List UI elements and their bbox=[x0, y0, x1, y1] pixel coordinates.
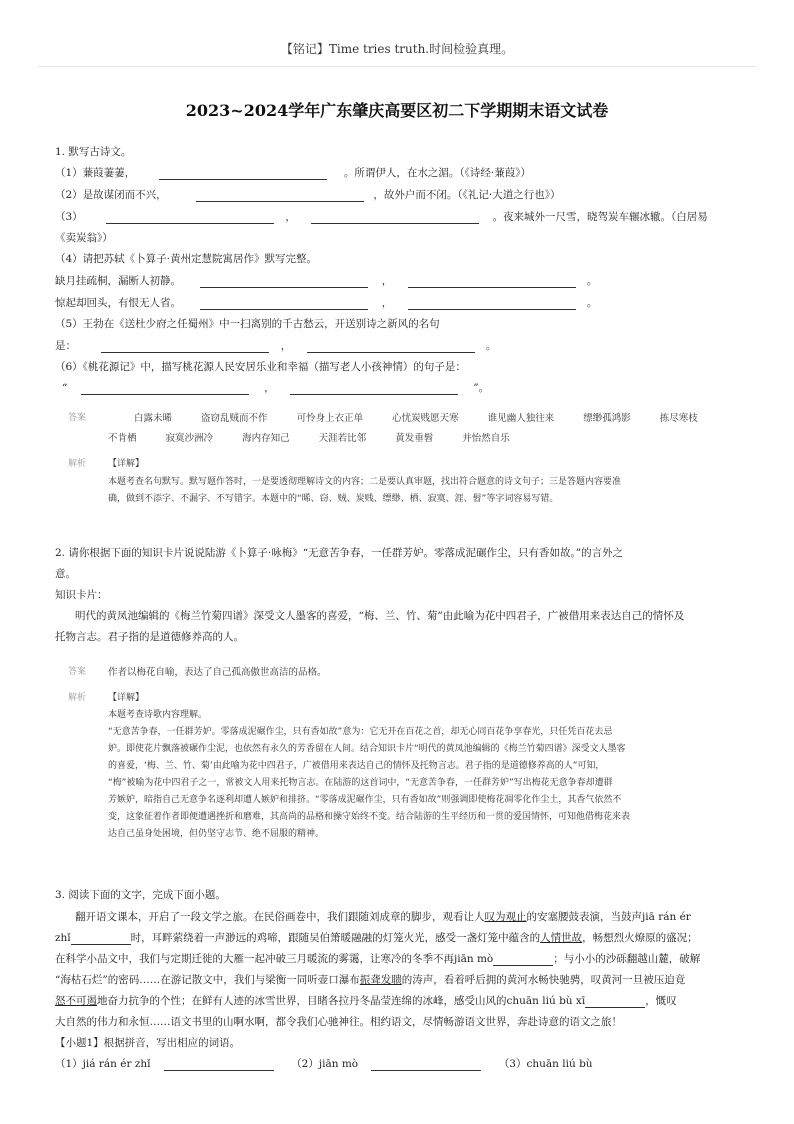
detail-heading: 【详解】 bbox=[108, 459, 145, 469]
knowledge-card-text: 托物言志。君子指的是道德修养高的人。 bbox=[55, 631, 244, 643]
pinyin-prompt: （2）jiān mò bbox=[291, 1058, 359, 1070]
period: 。 bbox=[485, 340, 497, 352]
passage-text: 地奋力抗争的个性；在鲜有人迹的冰雪世界，目睹各拉丹冬晶莹连绵的冰峰，感受山风的chuān liú bù xī bbox=[97, 995, 586, 1007]
answer-item: 谁见幽人独往来 bbox=[487, 413, 555, 424]
page-title: 2023~2024学年广东肇庆高要区初二下学期期末语文试卷 bbox=[185, 101, 609, 120]
q1-p1-suffix: 。所谓伊人，在水之湄。（《诗经·蒹葭》） bbox=[343, 167, 531, 179]
answer-item: 海内存知己 bbox=[242, 433, 290, 444]
q2-analysis-line: 变，这象征着作者即便遭遇挫折和磨难，其高尚的品格和操守始终不变。结合陆游的生平经历和一贯的爱国情怀，可知他借梅花来表 bbox=[108, 812, 631, 822]
answer-item: 不肯栖 bbox=[108, 433, 137, 444]
q3-passage-line bbox=[55, 951, 700, 966]
underlined-phrase: 怒不可遏 bbox=[55, 995, 97, 1007]
q1-p2-prefix: （2）是故谋闭而不兴， bbox=[55, 189, 167, 201]
q3-stem: 3. 阅读下面的文字，完成下面小题。 bbox=[55, 889, 226, 901]
q1-stem: 1. 默写古诗文。 bbox=[55, 146, 132, 158]
answer-blank[interactable] bbox=[106, 211, 274, 224]
passage-text: 的涛声，看着呼后拥的黄河水畅快驰骋，叹黄河一旦被压迫竟 bbox=[401, 974, 686, 986]
q1-line1 bbox=[55, 165, 531, 180]
answer-item: 可怜身上衣正单 bbox=[296, 413, 364, 424]
q3-passage-line bbox=[55, 993, 677, 1008]
comma: ， bbox=[264, 382, 275, 394]
q3-subquestion-1: 【小题1】根据拼音，写出相应的词语。 bbox=[55, 1037, 241, 1049]
q1-p3-prefix: （3） bbox=[55, 211, 83, 223]
q1-p2-suffix: ，故外户而不闭。（《礼记·大道之行也》） bbox=[373, 189, 561, 201]
q3-passage-line: 大自然的伟力和永恒……语文书里的山啊水啊，都令我们心驰神往。相约语文，尽情畅游语文世界，奔赴诗意的语文之旅！ bbox=[55, 1016, 622, 1028]
open-quote: “ bbox=[62, 382, 68, 394]
q2-analysis-line: 本题考查诗歌内容理解。 bbox=[108, 710, 208, 720]
passage-text: ，慨叹 bbox=[645, 995, 677, 1007]
q1-p6-intro: （6）《桃花源记》中，描写桃花源人民安居乐业和幸福（描写老人小孩神情）的句子是： bbox=[55, 361, 466, 373]
answer-label: 答案 bbox=[68, 413, 87, 423]
underlined-phrase: 振聋发聩 bbox=[359, 974, 402, 986]
q2-stem-cont: 意。 bbox=[55, 568, 76, 580]
answer-blank[interactable] bbox=[311, 211, 479, 224]
passage-text: ，畅想烈火燎原的盛况； bbox=[582, 932, 698, 944]
passage-text: 在科学小品文中，我们与定期迁徙的大雁一起冲破三月暖流的雾霭，让寒冷的冬季不再jiān mò bbox=[55, 953, 494, 965]
q1-p3-suffix: 。夜来城外一尺雪，晓驾炭车辗冰辙。（白居易 bbox=[492, 211, 708, 223]
q1-p4-intro: （4）请把苏轼《卜算子·黄州定慧院寓居作》默写完整。 bbox=[55, 253, 318, 265]
answer-item: 心忧炭贱愿天寒 bbox=[392, 413, 459, 424]
header-divider bbox=[38, 66, 756, 67]
answer-blank[interactable] bbox=[408, 275, 576, 288]
q1-analysis-line: 本题考查名句默写。默写题作答时，一是要透彻理解诗文的内容；二是要认真审题，找出符合题意的诗文句子；三是答题内容要准 bbox=[108, 477, 622, 487]
q1-p5-label: 是： bbox=[55, 340, 76, 352]
q1-answer-row2 bbox=[108, 430, 510, 444]
passage-text: ；与小小的沙砾翻越山麓，破解 bbox=[553, 953, 701, 965]
q2-analysis-line: 的喜爱，‘梅、兰、竹、菊’由此喻为花中四君子，广被借用来表达自己的情怀及托物言志。君子指的是道德修养高的人”可知， bbox=[108, 761, 605, 771]
answer-blank[interactable] bbox=[81, 382, 249, 395]
q1-p5-intro: （5）王勃在《送杜少府之任蜀州》中一扫离别的千古愁云，开送别诗之新风的名句 bbox=[55, 318, 440, 330]
answer-blank[interactable] bbox=[200, 297, 368, 310]
q2-stem: 2. 请你根据下面的知识卡片说说陆游《卜算子·咏梅》“无意苦争春，一任群芳妒。零落成泥碾作尘，只有香如故。”的言外之 bbox=[55, 547, 624, 559]
answer-blank[interactable] bbox=[164, 1058, 274, 1071]
q3-passage-line bbox=[75, 909, 691, 924]
answer-blank[interactable] bbox=[159, 167, 327, 180]
pinyin-prompt: （3）chuān liú bù bbox=[498, 1058, 593, 1070]
analysis-label: 解析 bbox=[68, 693, 87, 703]
passage-text: 时，耳畔萦绕着一声渺远的鸡啼，跟随吴伯箫暖融融的灯笼火光，感受一盏灯笼中蕴含的 bbox=[130, 932, 541, 944]
answer-label: 答案 bbox=[68, 667, 87, 677]
close-quote: ”。 bbox=[473, 382, 490, 394]
knowledge-card-text: 明代的黄凤池编辑的《梅兰竹菊四谱》深受文人墨客的喜爱，“梅、兰、竹、菊”由此喻为花中四君子，广被借用来表达自己的情怀及 bbox=[75, 610, 685, 622]
answer-blank[interactable] bbox=[101, 340, 269, 353]
q2-answer: 作者以梅花自喻，表达了自己孤高傲世高洁的品格。 bbox=[108, 667, 327, 678]
q1-p4-row2 bbox=[55, 295, 597, 310]
q3-passage-line bbox=[55, 972, 685, 987]
passage-text: zhǐ bbox=[55, 932, 71, 944]
period: 。 bbox=[586, 297, 598, 309]
header-motto: 【铭记】Time tries truth.时间检验真理。 bbox=[280, 42, 514, 56]
comma: ， bbox=[381, 297, 393, 309]
analysis-label: 解析 bbox=[68, 459, 87, 469]
q1-line3 bbox=[55, 209, 708, 224]
answer-item: 白露未晞 bbox=[134, 413, 173, 424]
q1-p3-comma: ， bbox=[285, 211, 296, 223]
passage-text: 的安塞腰鼓表演，当鼓声jiā rán ér bbox=[526, 911, 691, 923]
q1-p4-row1 bbox=[55, 273, 597, 288]
period: 。 bbox=[586, 275, 598, 287]
pinyin-blank[interactable] bbox=[71, 932, 131, 945]
underlined-phrase: 人情世故 bbox=[540, 932, 583, 944]
q2-analysis-line: “无意苦争春，一任群芳妒。零落成泥碾作尘，只有香如故”意为：它无开在百花之首，却无心同百花争享春光，只任凭百花去忌 bbox=[108, 727, 613, 737]
q1-p4-line2: 惊起却回头，有恨无人省。 bbox=[55, 297, 181, 309]
passage-text: “海枯石烂”的密码……在游记散文中，我们与梁衡一同听壶口瀑布 bbox=[55, 974, 360, 986]
knowledge-card-label: 知识卡片： bbox=[55, 589, 108, 601]
q1-p6-row bbox=[62, 380, 489, 395]
q1-p1-prefix: （1）蒹葭萋萋， bbox=[55, 167, 136, 179]
underlined-phrase: 叹为观止 bbox=[484, 911, 527, 923]
answer-item: 拣尽寒枝 bbox=[659, 413, 698, 424]
answer-blank[interactable] bbox=[408, 297, 576, 310]
q2-analysis-line: 妒。即使花片飘落被碾作尘泥，也依然有永久的芳香留在人间。结合知识卡片“明代的黄凤池编辑的《梅兰竹菊四谱》深受文人墨客 bbox=[108, 744, 626, 754]
answer-blank[interactable] bbox=[307, 340, 475, 353]
pinyin-prompt: （1）jiá rán ér zhǐ bbox=[55, 1058, 151, 1070]
answer-item: 缥缈孤鸿影 bbox=[583, 413, 631, 424]
answer-blank[interactable] bbox=[196, 189, 364, 202]
answer-item: 寂寞沙洲冷 bbox=[165, 433, 214, 444]
q1-p3-source: 《卖炭翁》） bbox=[55, 232, 113, 244]
answer-item: 盗窃乱贼而不作 bbox=[201, 413, 268, 424]
comma: ， bbox=[381, 275, 393, 287]
answer-blank[interactable] bbox=[290, 382, 458, 395]
answer-item: 黄发垂髫 bbox=[395, 433, 434, 444]
q1-line2 bbox=[55, 187, 560, 202]
q2-analysis-line: “梅”被喻为花中四君子之一，常被文人用来托物言志。在陆游的这首词中，“无意苦争春，一任群芳妒”写出梅花无意争春却遭群 bbox=[108, 778, 613, 788]
q1-analysis-line: 确，做到不添字、不漏字、不写错字。本题中的“晞、窃、贼、炭贱、缥缈、栖、寂寞、涯、髫”等字词容易写错。 bbox=[108, 494, 559, 504]
answer-blank[interactable] bbox=[200, 275, 368, 288]
q3-sub1-row bbox=[55, 1056, 593, 1071]
q1-p4-line1: 缺月挂疏桐，漏断人初静。 bbox=[55, 275, 181, 287]
q1-p5-row bbox=[55, 338, 496, 353]
q2-analysis-line: 芳嫉妒，暗指自己无意争名逐利却遭人嫉妒和排挤。“零落成泥碾作尘，只有香如故”则强调即使梅花凋零化作尘土，其香气依然不 bbox=[108, 795, 622, 805]
answer-blank[interactable] bbox=[371, 1058, 481, 1071]
answer-item: 天涯若比邻 bbox=[318, 433, 367, 444]
answer-item: 并怡然自乐 bbox=[462, 433, 510, 444]
q3-passage-line bbox=[55, 930, 698, 945]
q2-analysis-line: 达自己虽身处困境，但仍坚守志节、绝不屈服的精神。 bbox=[108, 829, 325, 839]
detail-heading: 【详解】 bbox=[108, 693, 145, 703]
passage-text: 翻开语文课本，开启了一段文学之旅。在民俗画卷中，我们跟随刘成章的脚步，观看让人 bbox=[75, 911, 485, 923]
comma: ， bbox=[280, 340, 292, 352]
q1-answer-row1 bbox=[134, 410, 698, 424]
pinyin-blank[interactable] bbox=[493, 953, 553, 966]
pinyin-blank[interactable] bbox=[585, 995, 645, 1008]
